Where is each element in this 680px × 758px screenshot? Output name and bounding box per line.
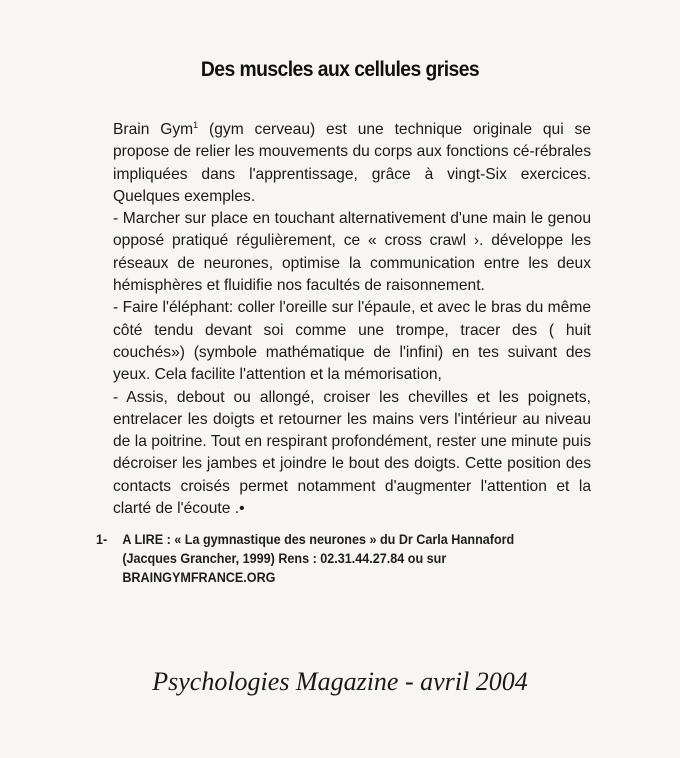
paragraph-cross-crawl: - Marcher sur place en touchant alternativement d'une main le genou opposé pratiqué régulièrement, ce « cross crawl ›. développe les réseaux de neurones, optimise la communication entre les deux hémisphères et fluidifie nos facultés de raisonnement. [113,210,591,295]
footnote-mark: 1 [193,120,199,130]
footnote-number: 1- [96,532,108,547]
footnote-text [122,530,537,587]
intro-rest: (gym cerveau) est une technique originale qui se propose de relier les mouvements du corps aux fonctions cé-rébrales impliquées dans l'apprentissage, grâce à vingt-Six exercices. Quelques exemples. [113,121,591,205]
article-body [113,119,591,520]
intro-lead: Brain Gym [113,121,194,138]
footnote-line: A LIRE : « La gymnastique des neurones » du Dr Carla Hannaford [122,532,515,547]
article-title: Des muscles aux cellules grises [200,58,480,81]
paragraph-elephant: - Faire l'éléphant: coller l'oreille sur l'épaule, et avec le bras du même côté tendu devant soi comme une trompe, tracer des ( huit couchés») (symbole mathématique de l'infini) en tes suivant des yeux. Cela facilite l'attention et la mémorisation, [113,299,591,384]
footnote-line: (Jacques Grancher, 1999) Rens : 02.31.44.27.84 ou sur [122,551,447,566]
footnote [96,530,538,587]
source-citation: Psychologies Magazine - avril 2004 [152,667,528,696]
paragraph-crossed-contacts: - Assis, debout ou allongé, croiser les chevilles et les poignets, entrelacer les doigts et retourner les mains vers l'intérieur au niveau de la poitrine. Tout en respirant profondément, rester une minute puis décroiser les jambes et joindre le bout des doigts. Cette position des contacts croisés permet notamment d'augmenter l'attention et la clarté de l'écoute .• [113,388,591,518]
footnote-line: BRAINGYMFRANCE.ORG [122,570,276,585]
intro-paragraph [113,119,591,208]
